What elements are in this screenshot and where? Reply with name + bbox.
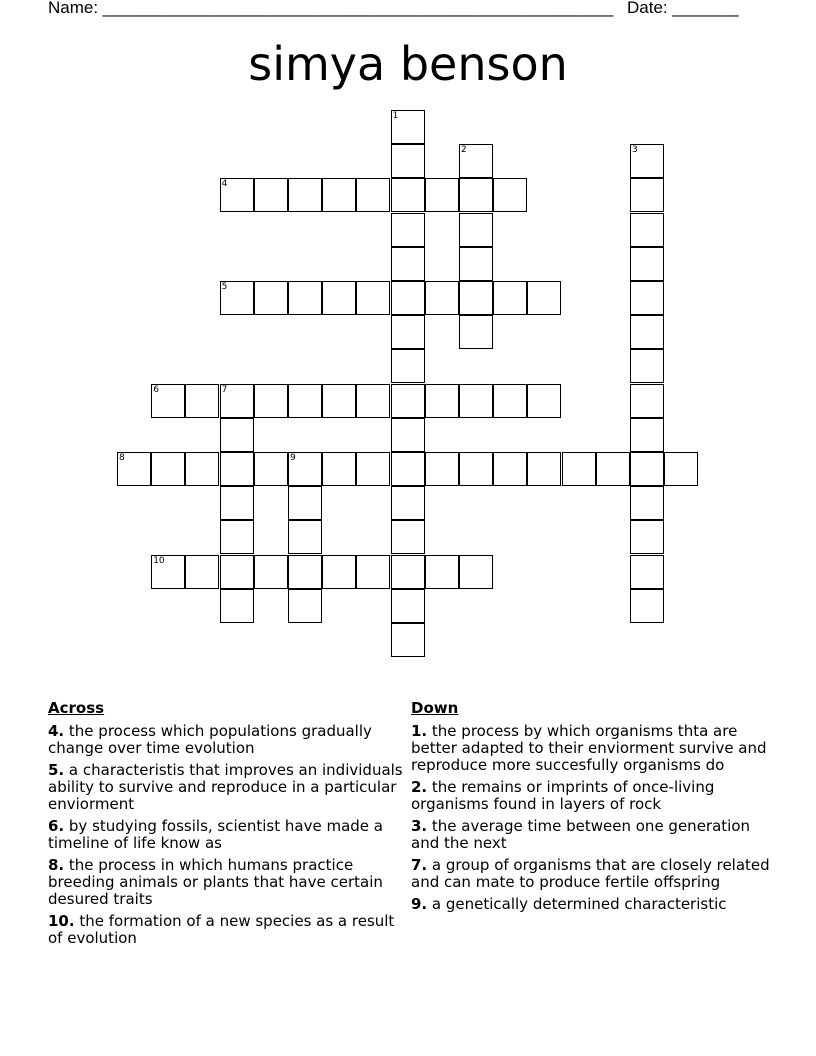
grid-cell[interactable]	[185, 452, 219, 486]
grid-cell[interactable]	[151, 452, 185, 486]
grid-cell[interactable]	[630, 247, 664, 281]
grid-cell[interactable]	[391, 418, 425, 452]
grid-cell[interactable]	[220, 418, 254, 452]
grid-cell[interactable]	[322, 384, 356, 418]
grid-cell[interactable]	[391, 144, 425, 178]
clue-number: 6	[153, 384, 159, 395]
grid-cell[interactable]	[425, 384, 459, 418]
grid-cell[interactable]	[288, 486, 322, 520]
grid-cell[interactable]	[391, 384, 425, 418]
grid-cell[interactable]	[459, 555, 493, 589]
grid-cell[interactable]	[322, 281, 356, 315]
clue-down-7: 7. a group of organisms that are closely related and can mate to produce fertile offspring	[411, 856, 770, 891]
clue-down-3: 3. the average time between one generation and the next	[411, 817, 751, 852]
grid-cell[interactable]	[288, 384, 322, 418]
grid-cell[interactable]	[391, 349, 425, 383]
grid-cell[interactable]	[220, 555, 254, 589]
grid-cell[interactable]	[288, 281, 322, 315]
grid-cell[interactable]	[356, 555, 390, 589]
grid-cell[interactable]	[630, 520, 664, 554]
grid-cell[interactable]	[254, 178, 288, 212]
grid-cell[interactable]	[630, 589, 664, 623]
grid-cell[interactable]	[493, 452, 527, 486]
grid-cell[interactable]	[254, 384, 288, 418]
puzzle-title: simya benson	[248, 37, 568, 91]
grid-cell[interactable]	[288, 589, 322, 623]
grid-cell[interactable]	[117, 452, 151, 486]
grid-cell[interactable]	[356, 384, 390, 418]
grid-cell[interactable]	[664, 452, 698, 486]
grid-cell[interactable]	[356, 178, 390, 212]
grid-cell[interactable]	[288, 178, 322, 212]
clue-down-1: 1. the process by which organisms thta are better adapted to their enviorment survive and reproduce more succesfully organisms do	[411, 722, 767, 774]
grid-cell[interactable]	[288, 520, 322, 554]
clue-across-10: 10. the formation of a new species as a result of evolution	[48, 912, 395, 947]
grid-cell[interactable]	[391, 452, 425, 486]
grid-cell[interactable]	[630, 555, 664, 589]
grid-cell[interactable]	[630, 315, 664, 349]
grid-cell[interactable]	[459, 213, 493, 247]
grid-cell[interactable]	[322, 452, 356, 486]
grid-cell[interactable]	[185, 555, 219, 589]
grid-cell[interactable]	[630, 178, 664, 212]
grid-cell[interactable]	[493, 281, 527, 315]
grid-cell[interactable]	[630, 384, 664, 418]
clue-across-4: 4. the process which populations gradually change over time evolution	[48, 722, 372, 757]
clue-number: 5	[221, 282, 228, 292]
grid-cell[interactable]	[630, 213, 664, 247]
grid-cell[interactable]	[459, 452, 493, 486]
grid-cell[interactable]	[391, 178, 425, 212]
clue-number: 7	[221, 384, 228, 395]
grid-cell[interactable]	[459, 281, 493, 315]
clue-number: 10	[153, 555, 165, 566]
grid-cell[interactable]	[493, 178, 527, 212]
grid-cell[interactable]	[254, 555, 288, 589]
grid-cell[interactable]	[356, 452, 390, 486]
grid-cell[interactable]	[596, 452, 630, 486]
clue-down-2: 2. the remains or imprints of once-living organisms found in layers of rock	[411, 778, 715, 813]
grid-cell[interactable]	[459, 178, 493, 212]
grid-cell[interactable]	[459, 384, 493, 418]
grid-cell[interactable]	[459, 247, 493, 281]
grid-cell[interactable]	[391, 247, 425, 281]
grid-cell[interactable]	[151, 555, 185, 589]
grid-cell[interactable]	[459, 315, 493, 349]
clue-down-9: 9. a genetically determined characteristic	[411, 895, 727, 913]
name-field[interactable]: Name: ______________________________________________________	[48, 0, 614, 17]
clue-across-5: 5. a characteristis that improves an individuals ability to survive and reproduce in a particular enviorment	[48, 761, 403, 813]
grid-cell[interactable]	[288, 555, 322, 589]
grid-cell[interactable]	[220, 589, 254, 623]
grid-cell[interactable]	[425, 281, 459, 315]
clue-number: 8	[119, 453, 125, 463]
across-heading: Across	[48, 699, 105, 717]
grid-cell[interactable]	[391, 315, 425, 349]
grid-cell[interactable]	[391, 589, 425, 623]
grid-cell[interactable]	[220, 486, 254, 520]
grid-cell[interactable]	[220, 384, 254, 418]
grid-cell[interactable]	[220, 281, 254, 315]
clue-number: 4	[221, 179, 228, 190]
grid-cell[interactable]	[630, 452, 664, 486]
grid-cell[interactable]	[425, 178, 459, 212]
grid-cell[interactable]	[391, 520, 425, 554]
grid-cell[interactable]	[220, 178, 254, 212]
clue-number: 3	[632, 145, 638, 156]
grid-cell[interactable]	[391, 623, 425, 657]
clue-across-8: 8. the process in which humans practice breeding animals or plants that have certain desured traits	[48, 856, 383, 908]
date-field[interactable]: Date: _______	[627, 0, 739, 17]
grid-cell[interactable]	[630, 349, 664, 383]
grid-cell[interactable]	[391, 110, 425, 144]
grid-cell[interactable]	[527, 384, 561, 418]
grid-cell[interactable]	[459, 144, 493, 178]
grid-cell[interactable]	[356, 281, 390, 315]
grid-cell[interactable]	[562, 452, 596, 486]
grid-cell[interactable]	[391, 281, 425, 315]
grid-cell[interactable]	[630, 281, 664, 315]
grid-cell[interactable]	[391, 213, 425, 247]
grid-cell[interactable]	[151, 384, 185, 418]
grid-cell[interactable]	[220, 452, 254, 486]
grid-cell[interactable]	[630, 144, 664, 178]
grid-cell[interactable]	[322, 178, 356, 212]
grid-cell[interactable]	[288, 452, 322, 486]
clue-number: 2	[461, 145, 467, 156]
clue-number: 1	[392, 111, 399, 121]
grid-cell[interactable]	[254, 452, 288, 486]
grid-cell[interactable]	[630, 486, 664, 520]
down-heading: Down	[411, 699, 459, 717]
grid-cell[interactable]	[630, 418, 664, 452]
grid-cell[interactable]	[322, 555, 356, 589]
grid-cell[interactable]	[220, 520, 254, 554]
grid-cell[interactable]	[493, 384, 527, 418]
grid-cell[interactable]	[425, 452, 459, 486]
across-clues	[48, 700, 408, 952]
grid-cell[interactable]	[185, 384, 219, 418]
grid-cell[interactable]	[425, 555, 459, 589]
grid-cell[interactable]	[527, 281, 561, 315]
grid-cell[interactable]	[391, 486, 425, 520]
down-clues	[411, 700, 781, 918]
grid-cell[interactable]	[391, 555, 425, 589]
grid-cell[interactable]	[254, 281, 288, 315]
clue-number: 9	[290, 453, 296, 463]
grid-cell[interactable]	[527, 452, 561, 486]
clue-across-6: 6. by studying fossils, scientist have made a timeline of life know as	[48, 817, 383, 852]
